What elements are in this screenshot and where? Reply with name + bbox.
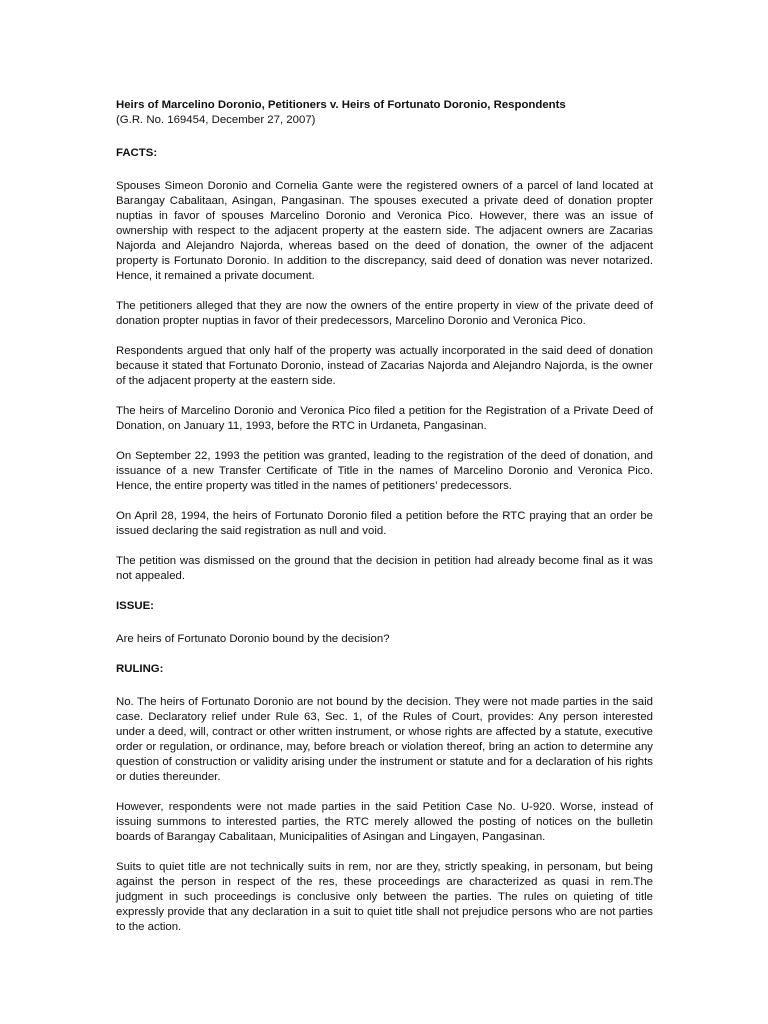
facts-paragraph: Respondents argued that only half of the property was actually incorporated in the said deed of donation because it stated that Fortunato Doronio, instead of Zacarias Najorda and Alejandro Najorda, is the owner of the adjacent property at the eastern side.	[116, 345, 653, 387]
facts-paragraph: The petitioners alleged that they are now the owners of the entire property in view of the private deed of donation propter nuptias in favor of their predecessors, Marcelino Doronio and Veronica Pico.	[116, 300, 653, 327]
issue-paragraph: Are heirs of Fortunato Doronio bound by the decision?	[116, 633, 390, 645]
ruling-paragraph: However, respondents were not made parties in the said Petition Case No. U-920. Worse, instead of issuing summons to interested parties, the RTC merely allowed the posting of notices on the bulletin boards of Barangay Cabalitaan, Municipalities of Asingan and Lingayen, Pangasinan.	[116, 801, 653, 843]
facts-paragraph: On September 22, 1993 the petition was granted, leading to the registration of the deed of donation, and issuance of a new Transfer Certificate of Title in the names of Marcelino Doronio and Veronica Pico. Hence, the entire property was titled in the names of petitioners’ predecessors.	[116, 450, 653, 492]
ruling-paragraph: No. The heirs of Fortunato Doronio are not bound by the decision. They were not made parties in the said case. Declaratory relief under Rule 63, Sec. 1, of the Rules of Court, provides: Any person interested under a deed, will, contract or other written instrument, or whose rights are affected by a statute, executive order or regulation, or ordinance, may, before breach or violation thereof, bring an action to determine any question of construction or validity arising under the instrument or statute and for a declaration of his rights or duties thereunder.	[116, 696, 653, 783]
case-title: Heirs of Marcelino Doronio, Petitioners v. Heirs of Fortunato Doronio, Respondents	[116, 99, 566, 111]
facts-paragraph: Spouses Simeon Doronio and Cornelia Gante were the registered owners of a parcel of land located at Barangay Cabalitaan, Asingan, Pangasinan. The spouses executed a private deed of donation propter nuptias in favor of spouses Marcelino Doronio and Veronica Pico. However, there was an issue of ownership with respect to the adjacent property at the eastern side. The adjacent owners are Zacarias Najorda and Alejandro Najorda, whereas based on the deed of donation, the owner of the adjacent property is Fortunato Doronio. In addition to the discrepancy, said deed of donation was never notarized. Hence, it remained a private document.	[116, 180, 653, 282]
ruling-heading: RULING:	[116, 663, 164, 675]
case-title-block	[116, 98, 653, 128]
facts-paragraph: The heirs of Marcelino Doronio and Veronica Pico filed a petition for the Registration of a Private Deed of Donation, on January 11, 1993, before the RTC in Urdaneta, Pangasinan.	[116, 405, 653, 432]
document-page	[116, 98, 653, 950]
facts-paragraph: On April 28, 1994, the heirs of Fortunato Doronio filed a petition before the RTC praying that an order be issued declaring the said registration as null and void.	[116, 510, 653, 537]
ruling-paragraph: Suits to quiet title are not technically suits in rem, nor are they, strictly speaking, in personam, but being against the person in respect of the res, these proceedings are characterized as quasi in rem.The judgment in such proceedings is conclusive only between the parties. The rules on quieting of title expressly provide that any declaration in a suit to quiet title shall not prejudice persons who are not parties to the action.	[116, 861, 653, 933]
issue-heading: ISSUE:	[116, 600, 154, 612]
case-citation: (G.R. No. 169454, December 27, 2007)	[116, 114, 316, 126]
facts-paragraph: The petition was dismissed on the ground that the decision in petition had already become final as it was not appealed.	[116, 555, 653, 582]
facts-heading: FACTS:	[116, 147, 158, 159]
